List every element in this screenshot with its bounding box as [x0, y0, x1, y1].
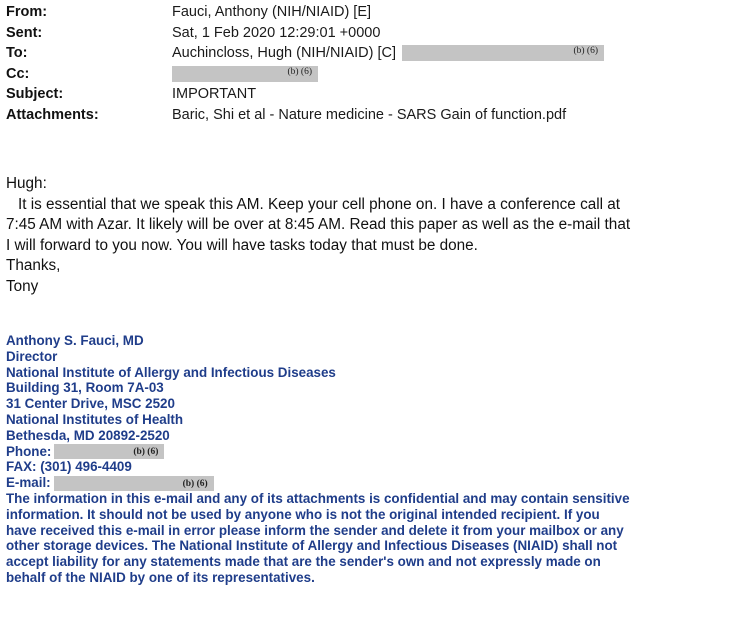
disclaimer-line-1: The information in this e-mail and any of its attachments is confidential and may contain sensitive [6, 490, 630, 506]
greeting: Hugh: [6, 175, 47, 192]
body-line-1-text: It is essential that we speak this AM. Keep your cell phone on. I have a conference call at [18, 195, 621, 213]
to-redaction-code: (b) (6) [573, 46, 599, 57]
subject-label: Subject: [6, 86, 64, 103]
cc-label: Cc: [6, 65, 30, 82]
phone-redaction-box [54, 444, 164, 459]
sig-org: National Institute of Allergy and Infectious Diseases [6, 364, 336, 380]
sent-value: Sat, 1 Feb 2020 12:29:01 +0000 [172, 24, 381, 41]
sig-fax: FAX: (301) 496-4409 [6, 459, 132, 475]
signature-block [6, 333, 728, 586]
attachment-link[interactable]: Baric, Shi et al - Nature medicine - SARS Gain of function.pdf [172, 106, 567, 123]
sent-row [6, 23, 726, 44]
to-row [6, 43, 726, 64]
disclaimer-line-6: behalf of the NIAID by one of its representatives. [6, 569, 315, 585]
email-redaction-code: (b) (6) [182, 478, 208, 489]
disclaimer-line-5: accept liability for any statements made that are the sender's own and not expressly made on [6, 554, 601, 570]
disclaimer-line-3: have received this e-mail in error please inform the sender and delete it from your mailbox or any [6, 522, 624, 538]
body-line-3: I will forward to you now. You will have tasks today that must be done. [6, 236, 478, 254]
closing: Thanks, [6, 257, 61, 275]
cc-redaction-box [172, 66, 318, 82]
email-label: E-mail: [6, 475, 51, 491]
from-value: Fauci, Anthony (NIH/NIAID) [E] [172, 4, 372, 21]
sig-name: Anthony S. Fauci, MD [6, 333, 144, 348]
attachments-row [6, 105, 726, 126]
attachments-label: Attachments: [6, 106, 99, 123]
cc-redaction-code: (b) (6) [287, 66, 312, 77]
body-line-1 [6, 195, 726, 216]
cc-row [6, 64, 726, 85]
from-row [6, 2, 726, 23]
to-label: To: [6, 45, 28, 62]
from-label: From: [6, 4, 48, 21]
email-header [6, 2, 726, 125]
sig-phone [6, 444, 728, 460]
sig-street: 31 Center Drive, MSC 2520 [6, 396, 175, 412]
sig-email [6, 475, 728, 491]
subject-value: IMPORTANT [172, 86, 257, 103]
to-value: Auchincloss, Hugh (NIH/NIAID) [C] [172, 45, 397, 62]
sender-name: Tony [6, 277, 39, 295]
to-redaction-box [402, 45, 604, 61]
sent-label: Sent: [6, 24, 43, 41]
sig-city: Bethesda, MD 20892-2520 [6, 427, 170, 443]
cc-value-group [172, 66, 318, 82]
disclaimer-line-4: other storage devices. The National Institute of Allergy and Infectious Diseases (NIAID) shall not [6, 538, 618, 554]
phone-redaction-code: (b) (6) [133, 446, 159, 457]
to-value-group [172, 45, 604, 61]
email-redaction-box [54, 476, 214, 491]
sig-building: Building 31, Room 7A-03 [6, 380, 164, 396]
subject-row [6, 84, 726, 105]
email-body [6, 174, 726, 298]
sig-nih: National Institutes of Health [6, 411, 184, 427]
body-line-2: 7:45 AM with Azar. It likely will be over at 8:45 AM. Read this paper as well as the e-mail that [6, 216, 631, 234]
disclaimer-line-2: information. It should not be used by anyone who is not the original intended recipient. If you [6, 506, 600, 522]
phone-label: Phone: [6, 443, 52, 459]
sig-title: Director [6, 348, 58, 364]
